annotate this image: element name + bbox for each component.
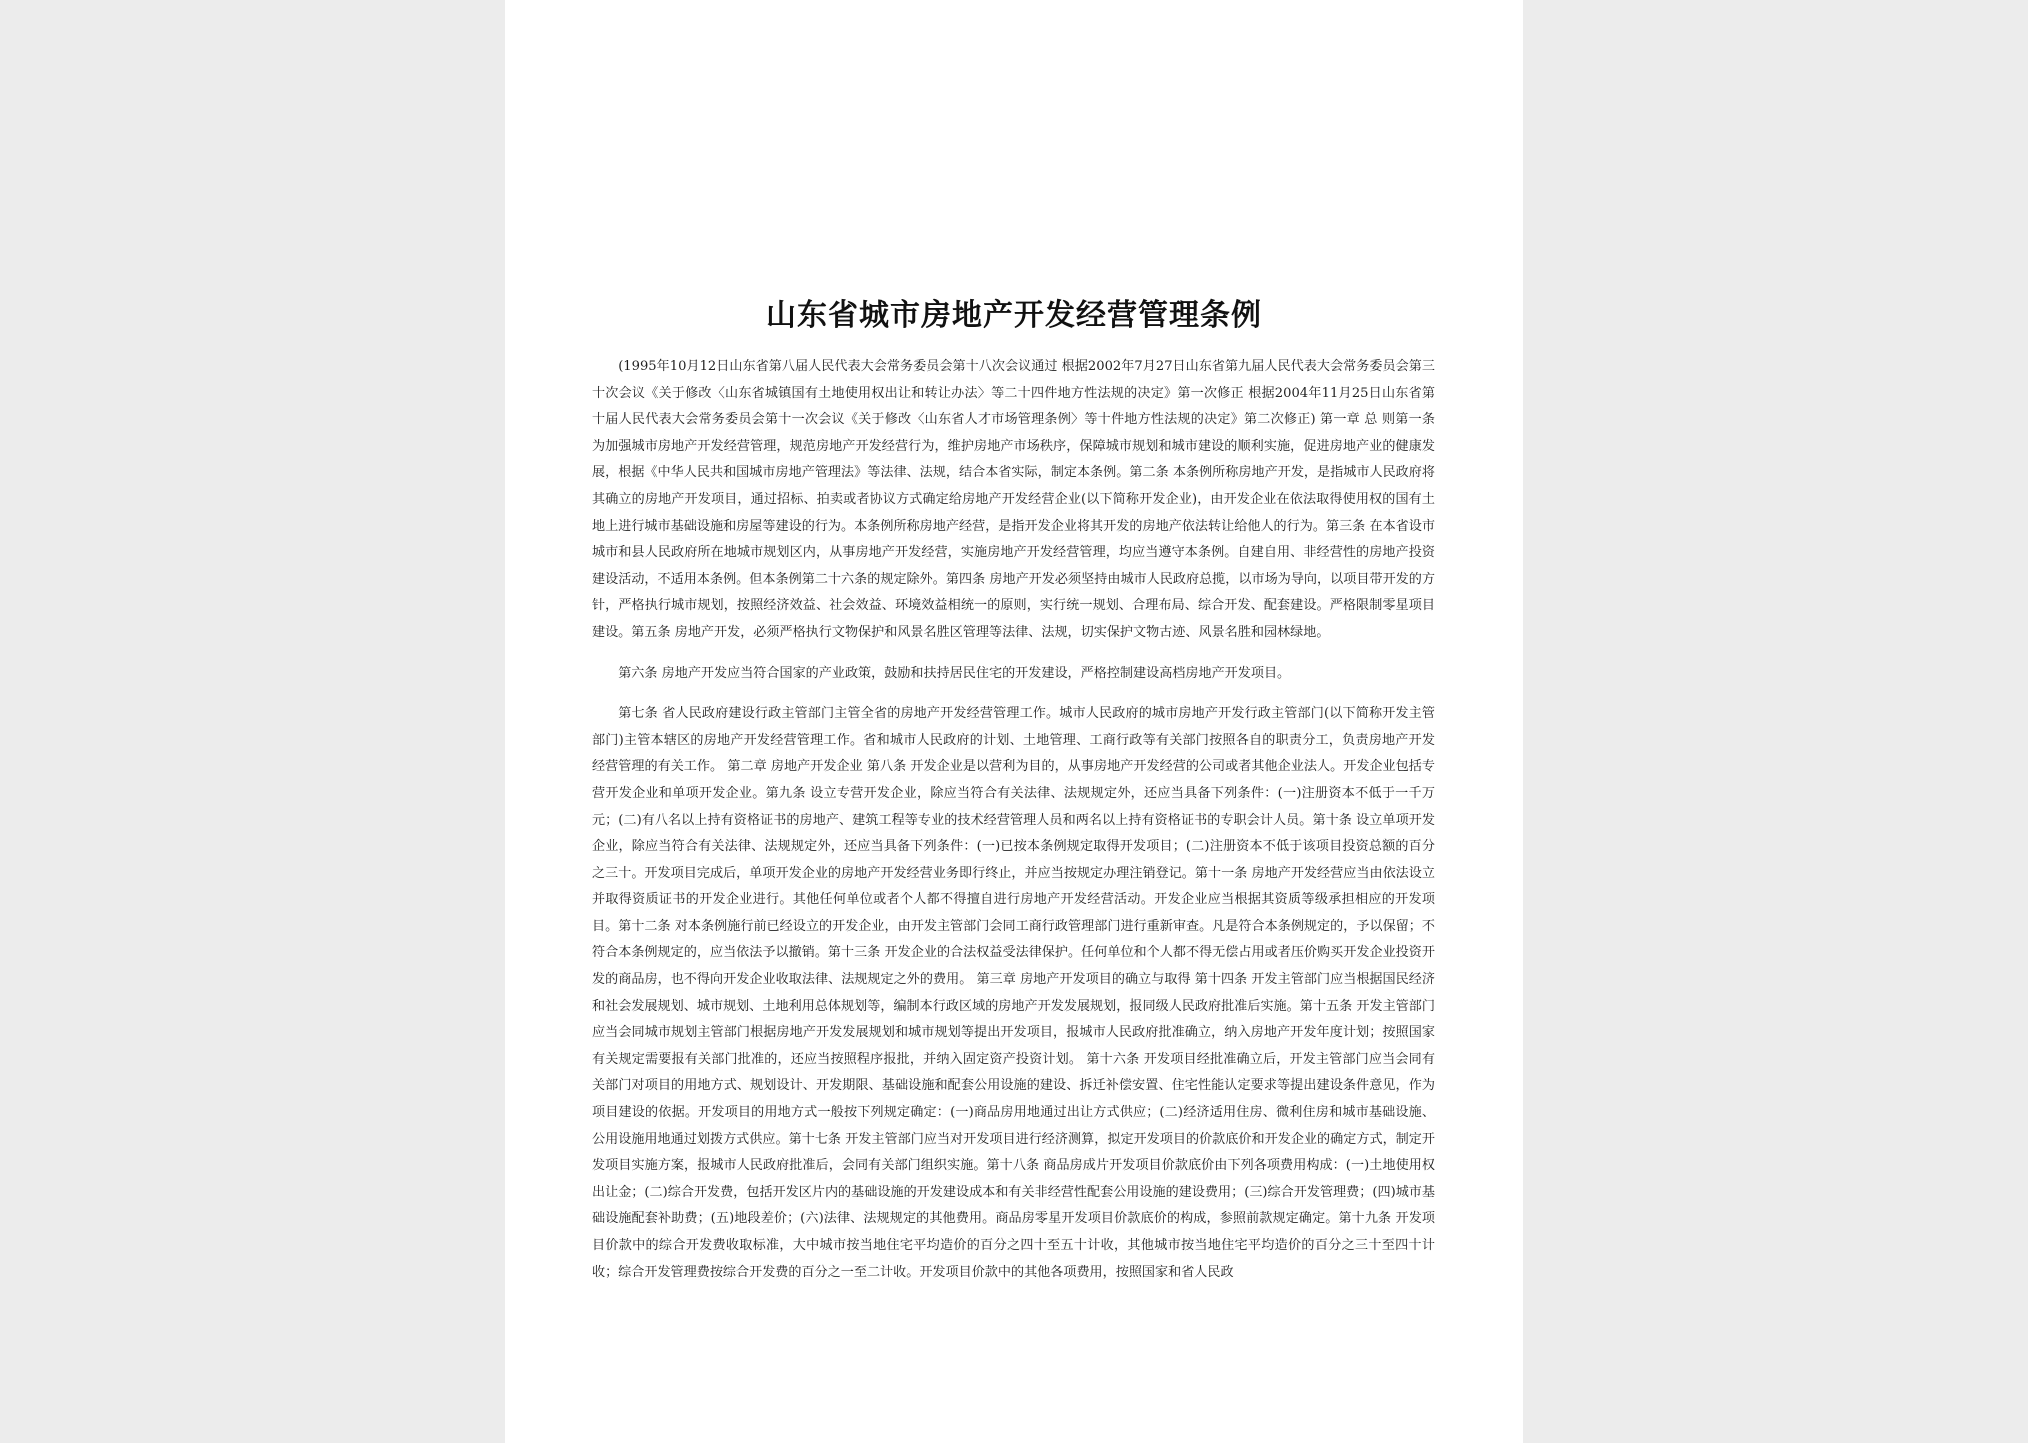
- document-page: [505, 0, 1523, 1443]
- document-body: [592, 354, 1435, 1300]
- paragraph-article-six: 第六条 房地产开发应当符合国家的产业政策，鼓励和扶持居民住宅的开发建设，严格控制建设高档房地产开发项目。: [618, 665, 1291, 681]
- paragraph-preamble-and-chapter-one: (1995年10月12日山东省第八届人民代表大会常务委员会第十八次会议通过 根据2002年7月27日山东省第九届人民代表大会常务委员会第三十次会议《关于修改〈山东省城镇国有土地使用权出让和转让办法〉等二十四件地方性法规的决定》第一次修正 根据2004年11月25日山东省第十届人民代表大会常务委员会第十一次会议《关于修改〈山东省人才市场管理条例〉等十件地方性法规的决定》第二次修正) 第一章 总 则第一条 为加强城市房地产开发经营管理，规范房地产开发经营行为，维护房地产市场秩序，保障城市规划和城市建设的顺利实施，促进房地产业的健康发展，根据《中华人民共和国城市房地产管理法》等法律、法规，结合本省实际，制定本条例。第二条 本条例所称房地产开发，是指城市人民政府将其确立的房地产开发项目，通过招标、拍卖或者协议方式确定给房地产开发经营企业(以下简称开发企业)，由开发企业在依法取得使用权的国有土地上进行城市基础设施和房屋等建设的行为。本条例所称房地产经营，是指开发企业将其开发的房地产依法转让给他人的行为。第三条 在本省设市城市和县人民政府所在地城市规划区内，从事房地产开发经营，实施房地产开发经营管理，均应当遵守本条例。自建自用、非经营性的房地产投资建设活动，不适用本条例。但本条例第二十六条的规定除外。第四条 房地产开发必须坚持由城市人民政府总揽，以市场为导向，以项目带开发的方针，严格执行城市规划，按照经济效益、社会效益、环境效益相统一的原则，实行统一规划、合理布局、综合开发、配套建设。严格限制零星项目建设。第五条 房地产开发，必须严格执行文物保护和风景名胜区管理等法律、法规，切实保护文物古迹、风景名胜和园林绿地。: [592, 359, 1435, 640]
- document-title: 山东省城市房地产开发经营管理条例: [766, 298, 1262, 333]
- paragraph-article-seven-onward: 第七条 省人民政府建设行政主管部门主管全省的房地产开发经营管理工作。城市人民政府的城市房地产开发行政主管部门(以下简称开发主管部门)主管本辖区的房地产开发经营管理工作。省和城市人民政府的计划、土地管理、工商行政等有关部门按照各自的职责分工，负责房地产开发经营管理的有关工作。 第二章 房地产开发企业 第八条 开发企业是以营利为目的，从事房地产开发经营的公司或者其他企业法人。开发企业包括专营开发企业和单项开发企业。第九条 设立专营开发企业，除应当符合有关法律、法规规定外，还应当具备下列条件：(一)注册资本不低于一千万元；(二)有八名以上持有资格证书的房地产、建筑工程等专业的技术经营管理人员和两名以上持有资格证书的专职会计人员。第十条 设立单项开发企业，除应当符合有关法律、法规规定外，还应当具备下列条件：(一)已按本条例规定取得开发项目；(二)注册资本不低于该项目投资总额的百分之三十。开发项目完成后，单项开发企业的房地产开发经营业务即行终止，并应当按规定办理注销登记。第十一条 房地产开发经营应当由依法设立并取得资质证书的开发企业进行。其他任何单位或者个人都不得擅自进行房地产开发经营活动。开发企业应当根据其资质等级承担相应的开发项目。第十二条 对本条例施行前已经设立的开发企业，由开发主管部门会同工商行政管理部门进行重新审查。凡是符合本条例规定的，予以保留；不符合本条例规定的，应当依法予以撤销。第十三条 开发企业的合法权益受法律保护。任何单位和个人都不得无偿占用或者压价购买开发企业投资开发的商品房，也不得向开发企业收取法律、法规规定之外的费用。 第三章 房地产开发项目的确立与取得 第十四条 开发主管部门应当根据国民经济和社会发展规划、城市规划、土地利用总体规划等，编制本行政区域的房地产开发发展规划，报同级人民政府批准后实施。第十五条 开发主管部门应当会同城市规划主管部门根据房地产开发发展规划和城市规划等提出开发项目，报城市人民政府批准确立，纳入房地产开发年度计划；按照国家有关规定需要报有关部门批准的，还应当按照程序报批，并纳入固定资产投资计划。 第十六条 开发项目经批准确立后，开发主管部门应当会同有关部门对项目的用地方式、规划设计、开发期限、基础设施和配套公用设施的建设、拆迁补偿安置、住宅性能认定要求等提出建设条件意见，作为项目建设的依据。开发项目的用地方式一般按下列规定确定：(一)商品房用地通过出让方式供应；(二)经济适用住房、微利住房和城市基础设施、公用设施用地通过划拨方式供应。第十七条 开发主管部门应当对开发项目进行经济测算，拟定开发项目的价款底价和开发企业的确定方式，制定开发项目实施方案，报城市人民政府批准后，会同有关部门组织实施。第十八条 商品房成片开发项目价款底价由下列各项费用构成：(一)土地使用权出让金；(二)综合开发费，包括开发区片内的基础设施的开发建设成本和有关非经营性配套公用设施的建设费用；(三)综合开发管理费；(四)城市基础设施配套补助费；(五)地段差价；(六)法律、法规规定的其他费用。商品房零星开发项目价款底价的构成，参照前款规定确定。第十九条 开发项目价款中的综合开发费收取标准，大中城市按当地住宅平均造价的百分之四十至五十计收，其他城市按当地住宅平均造价的百分之三十至四十计收；综合开发管理费按综合开发费的百分之一至二计收。开发项目价款中的其他各项费用，按照国家和省人民政: [592, 706, 1435, 1280]
